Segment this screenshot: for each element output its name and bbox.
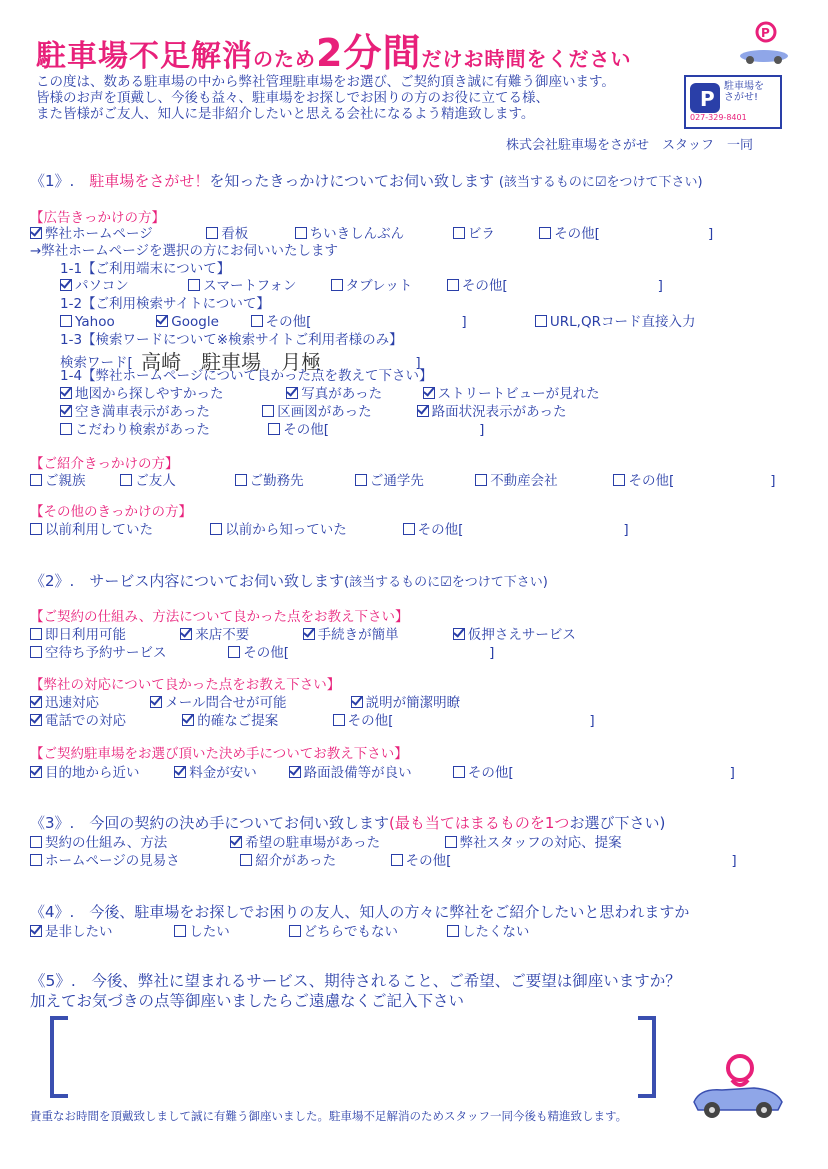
svg-text:P: P	[761, 26, 770, 40]
checkbox-icon[interactable]	[286, 387, 298, 399]
checkbox-option[interactable]: パソコン	[60, 274, 184, 294]
checkbox-icon[interactable]	[355, 474, 367, 486]
q12-options-row	[60, 310, 695, 330]
checkbox-option[interactable]: Google	[156, 314, 246, 330]
checkbox-icon[interactable]	[182, 714, 194, 726]
checkbox-icon[interactable]	[289, 766, 301, 778]
checkbox-option[interactable]: 写真があった	[286, 382, 418, 402]
intro-options-row	[30, 469, 776, 489]
checkbox-option[interactable]: ちいきしんぶん	[295, 222, 449, 242]
checkbox-option[interactable]: Yahoo	[60, 314, 152, 330]
checkbox-icon[interactable]	[403, 523, 415, 535]
checkbox-icon[interactable]	[289, 925, 301, 937]
question-5-line2: 加えてお気づきの点等御座いましたらご遠慮なくご記入下さい	[30, 992, 465, 1010]
intro-line: また皆様がご友人、知人に是非紹介したいと思える会社になるよう精進致します。	[36, 106, 535, 122]
bracket-left	[50, 1016, 68, 1098]
checkbox-icon[interactable]	[228, 646, 240, 658]
checkbox-icon[interactable]	[240, 854, 252, 866]
checkbox-icon[interactable]	[251, 315, 263, 327]
checkbox-option[interactable]: 目的地から近い	[30, 761, 170, 781]
checkbox-icon[interactable]	[235, 474, 247, 486]
checkbox-option[interactable]: 是非したい	[30, 920, 170, 940]
checkbox-option[interactable]: 来店不要	[180, 623, 298, 643]
intro-line: 皆様のお声を頂戴し、今後も益々、駐車場をお探しでお困りの方のお役に立てる様、	[36, 90, 549, 106]
checkbox-icon[interactable]	[351, 696, 363, 708]
checkbox-icon[interactable]	[30, 474, 42, 486]
checkbox-option[interactable]: ご通学先	[355, 469, 471, 489]
question-1: 《1》. 駐車場をさがせ！を知ったきっかけについてお伺い致します (該当するものに☑をつけて下さい)	[30, 172, 703, 190]
checkbox-option[interactable]: 区画図があった	[262, 400, 412, 420]
checkbox-option[interactable]: その他[ ]	[391, 849, 737, 869]
checkbox-option[interactable]: 電話での対応	[30, 709, 178, 729]
checkbox-option[interactable]: ご勤務先	[235, 469, 351, 489]
checkbox-icon[interactable]	[30, 696, 42, 708]
checkbox-option[interactable]: 紹介があった	[240, 849, 386, 869]
checkbox-icon[interactable]	[445, 836, 457, 848]
q11-options-row	[60, 274, 677, 294]
checkbox-option[interactable]: 看板	[206, 222, 290, 242]
search-word-answer: 高崎 駐車場 月極	[141, 350, 322, 374]
checkbox-option[interactable]: その他[ ]	[403, 518, 629, 538]
checkbox-option[interactable]: 迅速対応	[30, 691, 146, 711]
checkbox-icon[interactable]	[180, 628, 192, 640]
section-decide-header: 【ご契約駐車場をお選び頂いた決め手についてお教え下さい】	[30, 746, 408, 762]
checkbox-icon[interactable]	[30, 714, 42, 726]
question-2: 《2》. サービス内容についてお伺い致します(該当するものに☑をつけて下さい)	[30, 572, 548, 590]
checkbox-icon[interactable]	[30, 646, 42, 658]
checkbox-option[interactable]: 路面状況表示があった	[417, 400, 567, 420]
checkbox-option[interactable]: 以前利用していた	[30, 518, 206, 538]
checkbox-icon[interactable]	[120, 474, 132, 486]
checkbox-option[interactable]: 路面設備等が良い	[289, 761, 449, 781]
question-4: 《4》. 今後、駐車場をお探しでお困りの友人、知人の方々に弊社をご紹介したいと思われますか	[30, 903, 690, 921]
q11-header: 1-1【ご利用端末について】	[60, 261, 231, 277]
checkbox-icon[interactable]	[475, 474, 487, 486]
checkbox-icon[interactable]	[30, 766, 42, 778]
checkbox-option[interactable]: その他[ ]	[539, 222, 769, 242]
checkbox-option[interactable]: 空待ち予約サービス	[30, 641, 224, 661]
checkbox-icon[interactable]	[60, 405, 72, 417]
checkbox-icon[interactable]	[156, 315, 168, 327]
checkbox-option[interactable]: 即日利用可能	[30, 623, 176, 643]
checkbox-icon[interactable]	[539, 227, 551, 239]
checkbox-icon[interactable]	[417, 405, 429, 417]
q13-header: 1-3【検索ワードについて※検索サイトご利用者様のみ】	[60, 332, 403, 348]
footer-note: 貴重なお時間を頂戴致しまして誠に有難う御座いました。駐車場不足解消のためスタッフ一同今後も精進致します。	[30, 1109, 628, 1123]
checkbox-option[interactable]: したくない	[447, 920, 530, 940]
ad-follow-note: →弊社ホームページを選択の方にお伺いいたします	[30, 243, 339, 259]
checkbox-option[interactable]: 料金が安い	[174, 761, 284, 781]
checkbox-icon[interactable]	[391, 854, 403, 866]
checkbox-option[interactable]: その他[ ]	[251, 310, 531, 330]
checkbox-icon[interactable]	[30, 854, 42, 866]
q14-header: 1-4【弊社ホームページについて良かった点を教えて下さい】	[60, 368, 433, 384]
checkbox-option[interactable]: 空き満車表示があった	[60, 400, 258, 420]
checkbox-icon[interactable]	[60, 279, 72, 291]
checkbox-icon[interactable]	[188, 279, 200, 291]
checkbox-icon[interactable]	[60, 387, 72, 399]
search-word-field[interactable]: 検索ワード[ 高崎 駐車場 月極 ]	[60, 346, 421, 375]
checkbox-option[interactable]: その他[ ]	[268, 418, 484, 438]
checkbox-option[interactable]: 手続きが簡単	[303, 623, 449, 643]
checkbox-icon[interactable]	[30, 925, 42, 937]
section-other-header: 【その他のきっかけの方】	[30, 504, 192, 520]
staff-row	[30, 709, 595, 729]
checkbox-option[interactable]: 弊社ホームページ	[30, 222, 202, 242]
checkbox-icon[interactable]	[453, 227, 465, 239]
checkbox-icon[interactable]	[331, 279, 343, 291]
checkbox-icon[interactable]	[60, 423, 72, 435]
checkbox-icon[interactable]	[423, 387, 435, 399]
checkbox-option[interactable]: その他[ ]	[447, 274, 677, 294]
checkbox-icon[interactable]	[262, 405, 274, 417]
checkbox-option[interactable]: その他[ ]	[613, 469, 775, 489]
checkbox-icon[interactable]	[30, 836, 42, 848]
question-5: 《5》. 今後、弊社に望まれるサービス、期待されること、ご希望、ご要望は御座いますか？	[30, 972, 681, 990]
q3-row	[30, 849, 737, 869]
q3-row	[30, 831, 622, 851]
decide-row	[30, 761, 735, 781]
page-title: 駐車場不足解消のため2分間だけお時間をください	[36, 31, 632, 75]
checkbox-icon[interactable]	[30, 523, 42, 535]
checkbox-icon[interactable]	[613, 474, 625, 486]
signature: 株式会社駐車場をさがせ スタッフ 一同	[506, 138, 754, 153]
checkbox-option[interactable]: スマートフォン	[188, 274, 326, 294]
checkbox-icon[interactable]	[230, 836, 242, 848]
checkbox-icon[interactable]	[453, 628, 465, 640]
question-3: 《3》. 今回の契約の決め手についてお伺い致します(最も当てはまるものを1つお選び下さい)	[30, 814, 666, 832]
checkbox-icon[interactable]	[30, 227, 42, 239]
q14-row	[60, 418, 484, 438]
other-options-row	[30, 518, 629, 538]
checkbox-option[interactable]: メール問合せが可能	[150, 691, 346, 711]
q14-row	[60, 382, 600, 402]
checkbox-option[interactable]: 契約の仕組み、方法	[30, 831, 226, 851]
checkbox-icon[interactable]	[447, 925, 459, 937]
checkbox-option[interactable]: したい	[174, 920, 284, 940]
q4-row	[30, 920, 529, 940]
checkbox-icon[interactable]	[535, 315, 547, 327]
checkbox-option[interactable]: ご親族	[30, 469, 116, 489]
bracket-right	[638, 1016, 656, 1098]
checkbox-icon[interactable]	[150, 696, 162, 708]
section-staff-header: 【弊社の対応について良かった点をお教え下さい】	[30, 677, 341, 693]
mascot-car-icon	[688, 1050, 788, 1122]
checkbox-icon[interactable]	[174, 925, 186, 937]
checkbox-option[interactable]: 的確なご提案	[182, 709, 328, 729]
comment-box[interactable]	[50, 1016, 656, 1098]
checkbox-icon[interactable]	[210, 523, 222, 535]
contract-row	[30, 641, 494, 661]
company-logo: P 駐車場を さがせ! 027-329-8401	[684, 75, 782, 129]
checkbox-option[interactable]: 不動産会社	[475, 469, 609, 489]
checkbox-option[interactable]: その他[ ]	[453, 761, 735, 781]
checkbox-icon[interactable]	[303, 628, 315, 640]
section-ad-header: 【広告きっかけの方】	[30, 210, 165, 226]
checkbox-option[interactable]: 希望の駐車場があった	[230, 831, 440, 851]
checkbox-icon[interactable]	[268, 423, 280, 435]
checkbox-option[interactable]: どちらでもない	[289, 920, 443, 940]
section-contract-header: 【ご契約の仕組み、方法について良かった点をお教え下さい】	[30, 609, 409, 625]
q14-row	[60, 400, 566, 420]
checkbox-option[interactable]: 説明が簡潔明瞭	[351, 691, 461, 711]
mascot-car-icon	[736, 18, 790, 66]
checkbox-option[interactable]: ビラ	[453, 222, 535, 242]
checkbox-option[interactable]: タブレット	[331, 274, 443, 294]
checkbox-option[interactable]: URL,QRコード直接入力	[535, 310, 696, 330]
checkbox-option[interactable]: 弊社スタッフの対応、提案	[445, 831, 622, 851]
checkbox-option[interactable]: 地図から探しやすかった	[60, 382, 282, 402]
checkbox-option[interactable]: 仮押さえサービス	[453, 623, 576, 643]
q12-header: 1-2【ご利用検索サイトについて】	[60, 296, 270, 312]
intro-line: この度は、数ある駐車場の中から弊社管理駐車場をお選び、ご契約頂き誠に有難う御座います。	[36, 74, 615, 90]
staff-row	[30, 691, 460, 711]
checkbox-icon[interactable]	[174, 766, 186, 778]
checkbox-icon[interactable]	[453, 766, 465, 778]
checkbox-option[interactable]: 以前から知っていた	[210, 518, 398, 538]
checkbox-option[interactable]: その他[ ]	[333, 709, 595, 729]
checkbox-option[interactable]: ご友人	[120, 469, 230, 489]
contract-row	[30, 623, 576, 643]
checkbox-option[interactable]: ホームページの見易さ	[30, 849, 236, 869]
checkbox-icon[interactable]	[60, 315, 72, 327]
checkbox-icon[interactable]	[333, 714, 345, 726]
parking-p-icon: P	[690, 83, 720, 113]
checkbox-icon[interactable]	[206, 227, 218, 239]
checkbox-icon[interactable]	[30, 628, 42, 640]
checkbox-option[interactable]: ストリートビューが見れた	[423, 382, 600, 402]
checkbox-icon[interactable]	[447, 279, 459, 291]
checkbox-option[interactable]: こだわり検索があった	[60, 418, 264, 438]
checkbox-option[interactable]: その他[ ]	[228, 641, 494, 661]
checkbox-icon[interactable]	[295, 227, 307, 239]
section-intro-header: 【ご紹介きっかけの方】	[30, 456, 179, 472]
